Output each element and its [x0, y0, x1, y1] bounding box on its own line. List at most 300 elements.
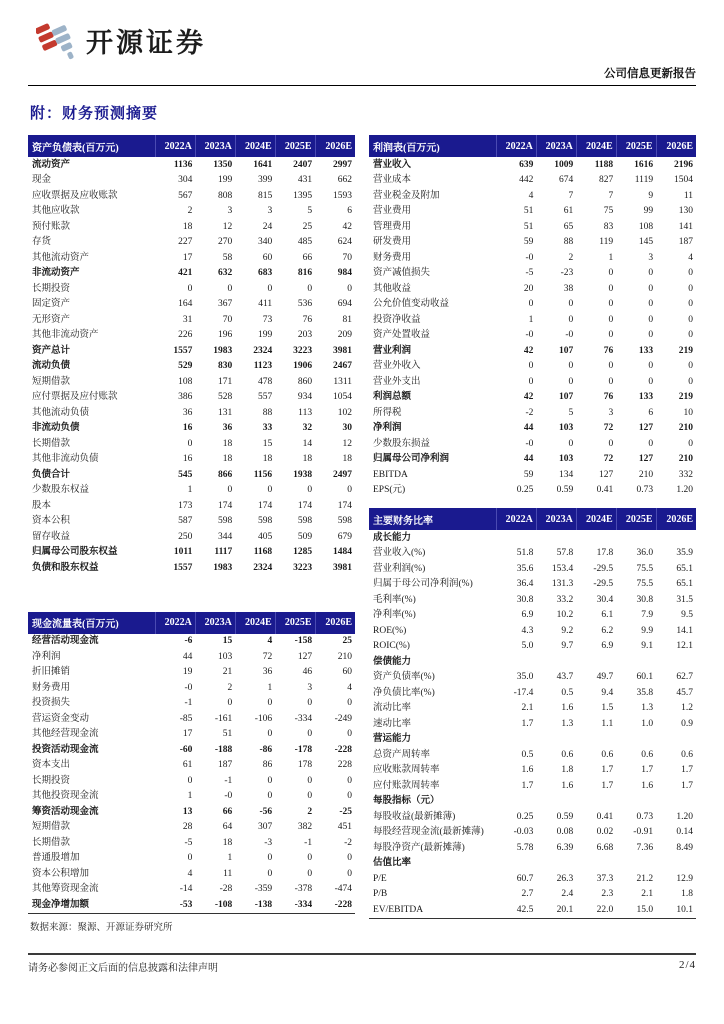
cell-value: 174: [297, 500, 313, 511]
row-label: 流动负债: [32, 361, 71, 371]
table-row: [28, 529, 355, 545]
cell-value: 1.8: [561, 765, 574, 775]
cell-value: 173: [178, 500, 193, 511]
cell-value: 18: [302, 454, 313, 464]
cell-value: 0: [347, 791, 352, 801]
row-label: 其他筹资现金流: [32, 884, 99, 894]
cell-value: 1: [608, 252, 614, 263]
row-label: 长期借款: [32, 438, 71, 449]
cell-value: 0: [528, 299, 534, 309]
table-row: [28, 789, 355, 805]
cell-value: 4: [528, 190, 534, 201]
cell-value: 62.7: [676, 672, 693, 682]
year-column-header: 2025E: [616, 508, 656, 530]
cell-value: 0: [307, 775, 313, 786]
table-row: [369, 747, 696, 763]
cell-value: 587: [178, 516, 193, 526]
cell-value: 103: [218, 651, 233, 662]
cell-value: 164: [178, 299, 193, 309]
cell-value: 0.25: [516, 485, 534, 495]
cell-value: 1: [227, 853, 233, 863]
cell-value: 174: [337, 500, 352, 511]
cell-value: 1.20: [676, 485, 693, 495]
cell-value: 598: [297, 516, 313, 526]
cell-value: -188: [214, 744, 233, 755]
cell-value: 451: [337, 822, 352, 832]
cell-value: 2467: [333, 361, 352, 371]
cell-value: 60.7: [516, 873, 534, 884]
row-label: 速动比率: [373, 718, 412, 729]
cell-value: 35.9: [676, 548, 693, 558]
cell-value: 1311: [333, 376, 352, 387]
table-row: [369, 763, 696, 779]
cell-value: 210: [337, 651, 352, 662]
cell-value: 1395: [293, 190, 313, 201]
cell-value: 0: [608, 314, 614, 325]
cell-value: 134: [559, 469, 574, 480]
cell-value: 827: [598, 175, 614, 185]
cell-value: 3981: [333, 562, 352, 573]
cell-value: 1.7: [601, 765, 614, 775]
cell-value: 0: [267, 729, 273, 739]
cell-value: 0: [187, 775, 193, 786]
cell-value: 1.8: [681, 889, 693, 899]
cell-value: 51: [523, 221, 534, 232]
table-row: [369, 670, 696, 686]
row-label: 净负债比率(%): [373, 687, 435, 698]
cell-value: 20: [523, 283, 534, 294]
table-row: [28, 483, 355, 499]
table-row: [28, 452, 355, 468]
table-row: [28, 866, 355, 882]
cell-value: 4: [187, 868, 193, 879]
row-label: 非流动资产: [32, 268, 80, 278]
cell-value: 1.7: [681, 765, 693, 775]
cell-value: 0.9: [681, 718, 693, 729]
table-row: [369, 297, 696, 313]
cell-value: 528: [218, 392, 233, 402]
row-label: 管理费用: [373, 221, 412, 232]
cell-value: 0: [187, 853, 193, 863]
cell-value: 1.7: [601, 780, 614, 791]
table-row: [28, 297, 355, 313]
financial-ratios-table: [369, 508, 696, 919]
table-header-row: [28, 612, 355, 634]
row-label: 存货: [32, 237, 52, 247]
cell-value: -29.5: [593, 563, 614, 574]
table-row: [28, 390, 355, 406]
cell-value: 1188: [594, 159, 614, 170]
cell-value: 43.7: [556, 672, 574, 682]
row-label: 无形资产: [32, 314, 71, 325]
row-label: 筹资活动现金流: [32, 806, 99, 817]
table-row: [28, 157, 355, 173]
row-label: 短期借款: [32, 376, 71, 387]
cell-value: 674: [559, 175, 574, 185]
cell-value: 683: [257, 268, 273, 278]
row-label: 营业成本: [373, 175, 412, 185]
cell-value: 21: [222, 667, 233, 677]
cell-value: 4.3: [521, 625, 534, 636]
cell-value: 0.73: [636, 485, 654, 495]
table-row: [28, 250, 355, 266]
right-column: [369, 135, 696, 919]
cell-value: 0: [227, 283, 233, 294]
table-row: [28, 665, 355, 681]
cell-value: 1350: [213, 159, 233, 170]
cell-value: 1119: [634, 175, 654, 185]
row-label: 资本支出: [32, 760, 71, 770]
cell-value: 86: [262, 760, 273, 770]
table-row: [369, 343, 696, 359]
cell-value: 0: [648, 283, 654, 294]
cell-value: 210: [678, 423, 693, 433]
cell-value: 1.3: [561, 718, 574, 729]
row-label: 总资产周转率: [373, 749, 431, 760]
cell-value: 662: [337, 175, 352, 185]
table-row: [369, 157, 696, 173]
cell-value: 557: [257, 392, 273, 402]
cell-value: 9.4: [601, 687, 614, 698]
table-row: [28, 897, 355, 913]
cell-value: 12: [222, 221, 233, 232]
cell-value: -359: [254, 884, 273, 894]
cell-value: 6.68: [596, 842, 614, 853]
row-label: 负债和股东权益: [32, 562, 99, 573]
cell-value: 0.14: [676, 827, 693, 837]
table-row: [28, 467, 355, 483]
cell-value: 103: [559, 454, 574, 464]
cell-value: 3: [608, 407, 614, 418]
cell-value: 1123: [253, 361, 273, 371]
table-row: [369, 483, 696, 499]
cell-value: 51.8: [516, 548, 534, 558]
cell-value: -5: [525, 268, 534, 278]
cell-value: 0: [307, 791, 313, 801]
cell-value: -1: [304, 837, 313, 848]
cell-value: 7: [608, 190, 614, 201]
cell-value: 0.59: [556, 811, 574, 822]
table-row: [369, 871, 696, 887]
row-label: 折旧摊销: [32, 667, 71, 677]
row-label: EV/EBITDA: [369, 902, 497, 918]
cell-value: 1117: [214, 547, 233, 557]
table-row: [369, 592, 696, 608]
cell-value: 2324: [253, 562, 273, 573]
cell-value: 81: [342, 314, 352, 325]
cell-value: 9.5: [681, 610, 693, 620]
cell-value: 1557: [173, 562, 193, 573]
row-label: 营业利润: [373, 345, 412, 356]
table-row: [369, 405, 696, 421]
section-header-row: [369, 732, 696, 748]
cell-value: 0: [347, 729, 352, 739]
cell-value: 196: [218, 330, 233, 340]
cell-value: 66: [222, 806, 233, 817]
cell-value: 0: [608, 283, 614, 294]
table-row: [28, 188, 355, 204]
cell-value: 210: [638, 469, 654, 480]
cell-value: 199: [218, 175, 233, 185]
table-row: [369, 825, 696, 841]
cell-value: 0: [688, 376, 693, 387]
cell-value: -138: [235, 897, 275, 913]
cell-value: 1484: [333, 547, 352, 557]
cell-value: 35.0: [516, 672, 534, 682]
table-row: [369, 887, 696, 903]
row-label: 其他投资现金流: [32, 791, 99, 801]
row-label: 资本公积增加: [32, 868, 90, 879]
cell-value: -0: [525, 252, 534, 263]
cell-value: 83: [603, 221, 614, 232]
cell-value: 30: [342, 423, 352, 433]
cell-value: 3: [227, 206, 233, 216]
row-label: 偿债能力: [373, 656, 412, 667]
cell-value: 442: [519, 175, 534, 185]
cell-value: 0: [688, 314, 693, 325]
cell-value: 133: [638, 392, 654, 402]
year-column-header: 2023A: [536, 135, 576, 157]
cell-value: 4: [688, 252, 693, 263]
cell-value: 199: [257, 330, 273, 340]
row-label: 投资损失: [32, 698, 71, 708]
cell-value: 0.41: [596, 811, 614, 822]
cell-value: -334: [275, 897, 315, 913]
table-row: [369, 840, 696, 856]
year-column-header: 2025E: [275, 612, 315, 634]
table-title: 主要财务比率: [369, 508, 497, 530]
table-row: [28, 804, 355, 820]
table-row: [369, 467, 696, 483]
table-row: [369, 623, 696, 639]
cell-value: 598: [337, 516, 352, 526]
cell-value: 2497: [333, 469, 352, 480]
row-label: 负债合计: [32, 469, 71, 480]
table-row: [369, 219, 696, 235]
cell-value: 22.0: [576, 902, 616, 918]
row-label: 归属母公司净利润: [373, 454, 450, 464]
cell-value: 632: [218, 268, 233, 278]
cell-value: 0: [688, 330, 693, 340]
cell-value: 0: [648, 376, 654, 387]
row-label: 长期借款: [32, 837, 71, 848]
cell-value: 5: [307, 206, 313, 216]
cell-value: 36.4: [516, 579, 534, 589]
cell-value: 5: [568, 407, 574, 418]
row-label: 资本公积: [32, 516, 71, 526]
left-column: [28, 135, 355, 933]
cell-value: -0: [184, 682, 193, 693]
cell-value: 24: [262, 221, 273, 232]
cell-value: 61: [563, 206, 574, 216]
cell-value: 0.59: [556, 485, 574, 495]
row-label: EBITDA: [373, 469, 408, 480]
cell-value: 15: [262, 438, 273, 449]
cell-value: 18: [262, 454, 273, 464]
cell-value: 10: [683, 407, 693, 418]
row-label: 应收账款周转率: [373, 765, 440, 775]
cell-value: 4: [267, 636, 273, 646]
cell-value: 7.36: [636, 842, 654, 853]
cell-value: 307: [257, 822, 273, 832]
cell-value: 2: [307, 806, 313, 817]
row-label: 应收票据及应收账款: [32, 190, 118, 201]
cell-value: -474: [334, 884, 352, 894]
cell-value: 1.7: [641, 765, 654, 775]
table-row: [28, 545, 355, 561]
cell-value: 1938: [293, 469, 313, 480]
year-column-header: 2023A: [195, 135, 235, 157]
cell-value: 0: [568, 299, 574, 309]
cell-value: 2196: [674, 159, 693, 170]
table-row: [369, 577, 696, 593]
cell-value: 0.02: [596, 827, 614, 837]
table-row: [369, 902, 696, 918]
cell-value: 30.8: [516, 594, 534, 605]
cell-value: 6.2: [601, 625, 614, 636]
table-row: [28, 405, 355, 421]
cell-value: 0: [568, 438, 574, 449]
table-row: [28, 436, 355, 452]
cell-value: 203: [297, 330, 313, 340]
cell-value: 65.1: [676, 579, 693, 589]
table-row: [28, 281, 355, 297]
table-row: [28, 711, 355, 727]
cell-value: 1983: [213, 345, 233, 356]
table-row: [28, 235, 355, 251]
cell-value: 75.5: [636, 579, 654, 589]
cell-value: 113: [298, 407, 313, 418]
brand-name: 开源证券: [86, 27, 206, 58]
cell-value: 250: [178, 531, 193, 542]
row-label: 流动资产: [32, 159, 71, 170]
cell-value: 1.6: [521, 765, 534, 775]
table-row: [369, 778, 696, 794]
row-label: 其他应收款: [32, 206, 80, 216]
row-label: 应付票据及应付账款: [32, 392, 118, 402]
table-row: [369, 235, 696, 251]
cell-value: 6.1: [601, 610, 614, 620]
row-label: 应付账款周转率: [373, 780, 440, 791]
row-label: 财务费用: [32, 682, 71, 693]
cell-value: 12.9: [676, 873, 693, 884]
cell-value: 45.7: [676, 687, 693, 698]
cell-value: 38: [563, 283, 574, 294]
row-label: 其他流动负债: [32, 407, 90, 418]
cell-value: 127: [638, 423, 654, 433]
table-row: [28, 758, 355, 774]
row-label: 长期投资: [32, 283, 71, 294]
cell-value: -85: [179, 713, 193, 724]
table-row: [369, 328, 696, 344]
cell-value: 0: [307, 698, 313, 708]
cell-value: 0: [568, 361, 574, 371]
cell-value: 421: [178, 268, 193, 278]
cell-value: 18: [342, 454, 352, 464]
year-column-header: 2024E: [235, 135, 275, 157]
row-label: 投资活动现金流: [32, 744, 99, 755]
cell-value: 3223: [293, 345, 313, 356]
cell-value: -5: [184, 837, 193, 848]
cell-value: 1.6: [561, 780, 574, 791]
cell-value: 33.2: [556, 594, 574, 605]
table-row: [369, 204, 696, 220]
cell-value: 5.0: [521, 641, 534, 651]
cell-value: 1906: [293, 361, 313, 371]
cell-value: 127: [638, 454, 654, 464]
cell-value: 76: [302, 314, 313, 325]
row-label: 现金净增加额: [28, 897, 156, 913]
table-row: [369, 685, 696, 701]
cell-value: 1.7: [521, 718, 534, 729]
cell-value: 405: [257, 531, 273, 542]
cell-value: 59: [523, 469, 534, 480]
cell-value: 0: [347, 485, 352, 495]
cell-value: 0: [307, 485, 313, 495]
cell-value: 6.39: [556, 842, 574, 853]
table-row: [28, 343, 355, 359]
row-label: 非流动负债: [32, 423, 80, 433]
cell-value: 0.25: [516, 811, 534, 822]
cell-value: 1054: [333, 392, 352, 402]
cell-value: -0: [525, 330, 534, 340]
cell-value: 270: [218, 237, 233, 247]
cell-value: 18: [182, 221, 193, 232]
year-column-header: 2025E: [275, 135, 315, 157]
table-row: [28, 773, 355, 789]
cell-value: 2: [187, 206, 193, 216]
cell-value: 0: [608, 438, 614, 449]
cell-value: 0: [267, 485, 273, 495]
cell-value: 2.7: [521, 889, 534, 899]
cell-value: 340: [257, 237, 273, 247]
section-header-row: [369, 654, 696, 670]
cell-value: -2: [344, 837, 352, 848]
cell-value: 102: [337, 407, 352, 418]
cell-value: 226: [178, 330, 193, 340]
cell-value: -0: [525, 438, 534, 449]
cell-value: 9: [648, 190, 654, 201]
cell-value: 2: [227, 682, 233, 693]
row-label: 每股指标（元）: [373, 796, 440, 806]
cell-value: 304: [178, 175, 193, 185]
cell-value: 816: [297, 268, 313, 278]
cell-value: -25: [339, 806, 352, 817]
cell-value: 66: [302, 252, 313, 263]
cell-value: 3: [648, 252, 654, 263]
table-row: [369, 250, 696, 266]
table-row: [28, 173, 355, 189]
row-label: 普通股增加: [32, 853, 80, 863]
cell-value: 0: [648, 268, 654, 278]
cell-value: -0.03: [513, 827, 534, 837]
cell-value: 0.6: [641, 749, 654, 760]
row-label: ROIC(%): [373, 641, 410, 651]
cell-value: 65: [563, 221, 574, 232]
cell-value: 51: [523, 206, 534, 216]
table-row: [28, 374, 355, 390]
row-label: 资产减值损失: [373, 268, 431, 278]
cell-value: 72: [262, 651, 273, 662]
page-title: 附：财务预测摘要: [30, 106, 159, 122]
cell-value: 107: [559, 392, 574, 402]
cell-value: 7: [568, 190, 574, 201]
cell-value: 1504: [674, 175, 693, 185]
cell-value: 131.3: [551, 579, 574, 589]
table-row: [369, 608, 696, 624]
cell-value: 0: [568, 376, 574, 387]
cell-value: 0: [608, 376, 614, 387]
